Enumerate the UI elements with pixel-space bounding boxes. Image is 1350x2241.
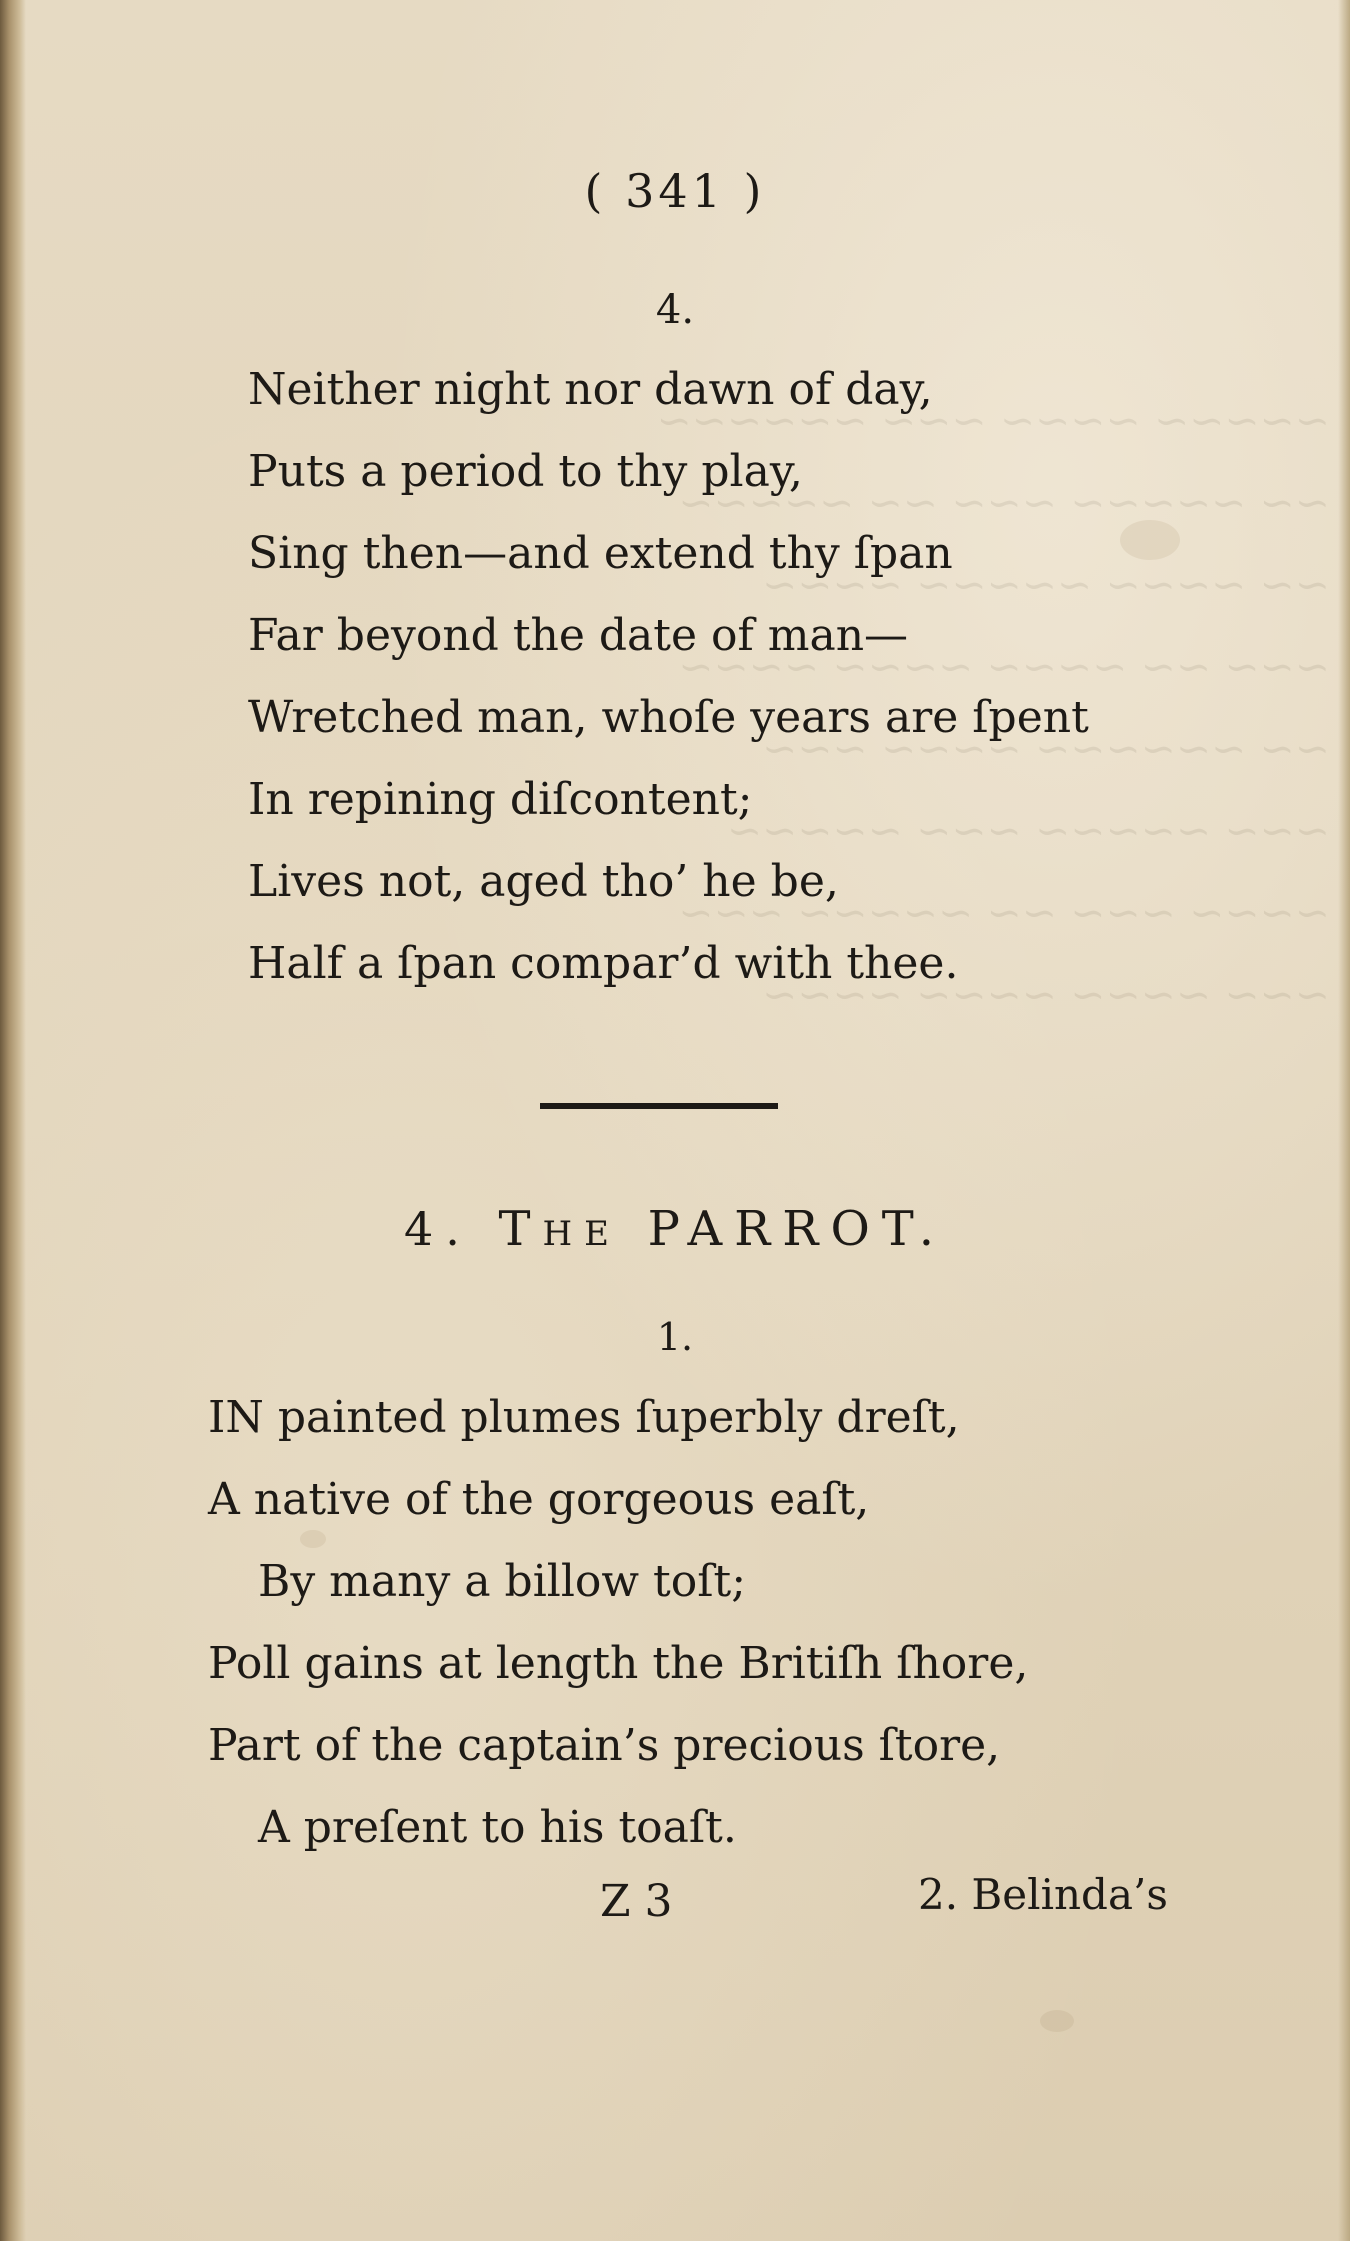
- verse-line: Part of the captain’s precious ſtore,: [208, 1720, 1001, 1771]
- verse-line: Puts a period to thy play,: [248, 446, 803, 497]
- running-head: ( 341 ): [584, 164, 766, 218]
- title-first-cap: T: [498, 1201, 543, 1257]
- ink-show-through: ∼∼∼∼∼ ∼∼∼∼ ∼∼∼ ∼∼∼∼∼∼ ∼∼ ∼∼∼∼∼ ∼∼∼ ∼∼ ∼∼∼∼∼ ∼∼ ∼∼∼∼ ∼∼∼∼∼ ∼∼∼∼ ∼∼∼ ∼∼ ∼∼∼∼ ∼∼∼∼ ∼∼∼∼ ∼∼ ∼∼∼∼∼∼ ∼∼∼∼ ∼∼∼ ∼∼∼ ∼∼∼∼∼ ∼∼∼ ∼∼∼∼∼ ∼∼∼∼ ∼∼∼ ∼∼ ∼∼∼∼∼ ∼∼∼ ∼∼∼ ∼∼∼∼ ∼∼∼∼ ∼∼∼∼: [656, 396, 1330, 1019]
- foxing-spot: [1120, 520, 1180, 560]
- verse-line: A preſent to his toaſt.: [258, 1802, 737, 1853]
- verse-line: Wretched man, whoſe years are ſpent: [248, 692, 1089, 743]
- verse-line: IN painted plumes ſuperbly dreſt,: [208, 1392, 960, 1443]
- verse-line: Neither night nor dawn of day,: [248, 364, 933, 415]
- section-divider-rule: [540, 1103, 778, 1109]
- verse-line: A native of the gorgeous eaſt,: [208, 1474, 870, 1525]
- verse-line: By many a billow toſt;: [258, 1556, 747, 1607]
- catchword: 2. Belinda’s: [918, 1870, 1168, 1919]
- verse-line: Far beyond the date of man—: [248, 610, 909, 661]
- stanza-number: 1.: [656, 1315, 694, 1359]
- foxing-spot: [1040, 2010, 1074, 2032]
- verse-line: Lives not, aged tho’ he be,: [248, 856, 839, 907]
- section-number: 4.: [403, 1202, 472, 1256]
- stanza-number: 4.: [655, 287, 695, 333]
- verse-line: Half a ſpan compar’d with thee.: [248, 938, 959, 989]
- binding-gutter: [0, 0, 26, 2241]
- page-edge: [1338, 0, 1350, 2241]
- verse-line: Sing then—and extend thy ſpan: [248, 528, 953, 579]
- verse-stanza: [248, 360, 1089, 1016]
- title-small-caps: HE: [542, 1214, 621, 1254]
- signature-mark: Z 3: [600, 1876, 673, 1927]
- verse-stanza: [208, 1388, 1028, 1880]
- verse-line: Poll gains at length the Britiſh ſhore,: [208, 1638, 1029, 1689]
- section-title: [0, 1201, 1350, 1257]
- verse-line: In repining diſcontent;: [248, 774, 753, 825]
- title-word: PARROT.: [647, 1201, 947, 1257]
